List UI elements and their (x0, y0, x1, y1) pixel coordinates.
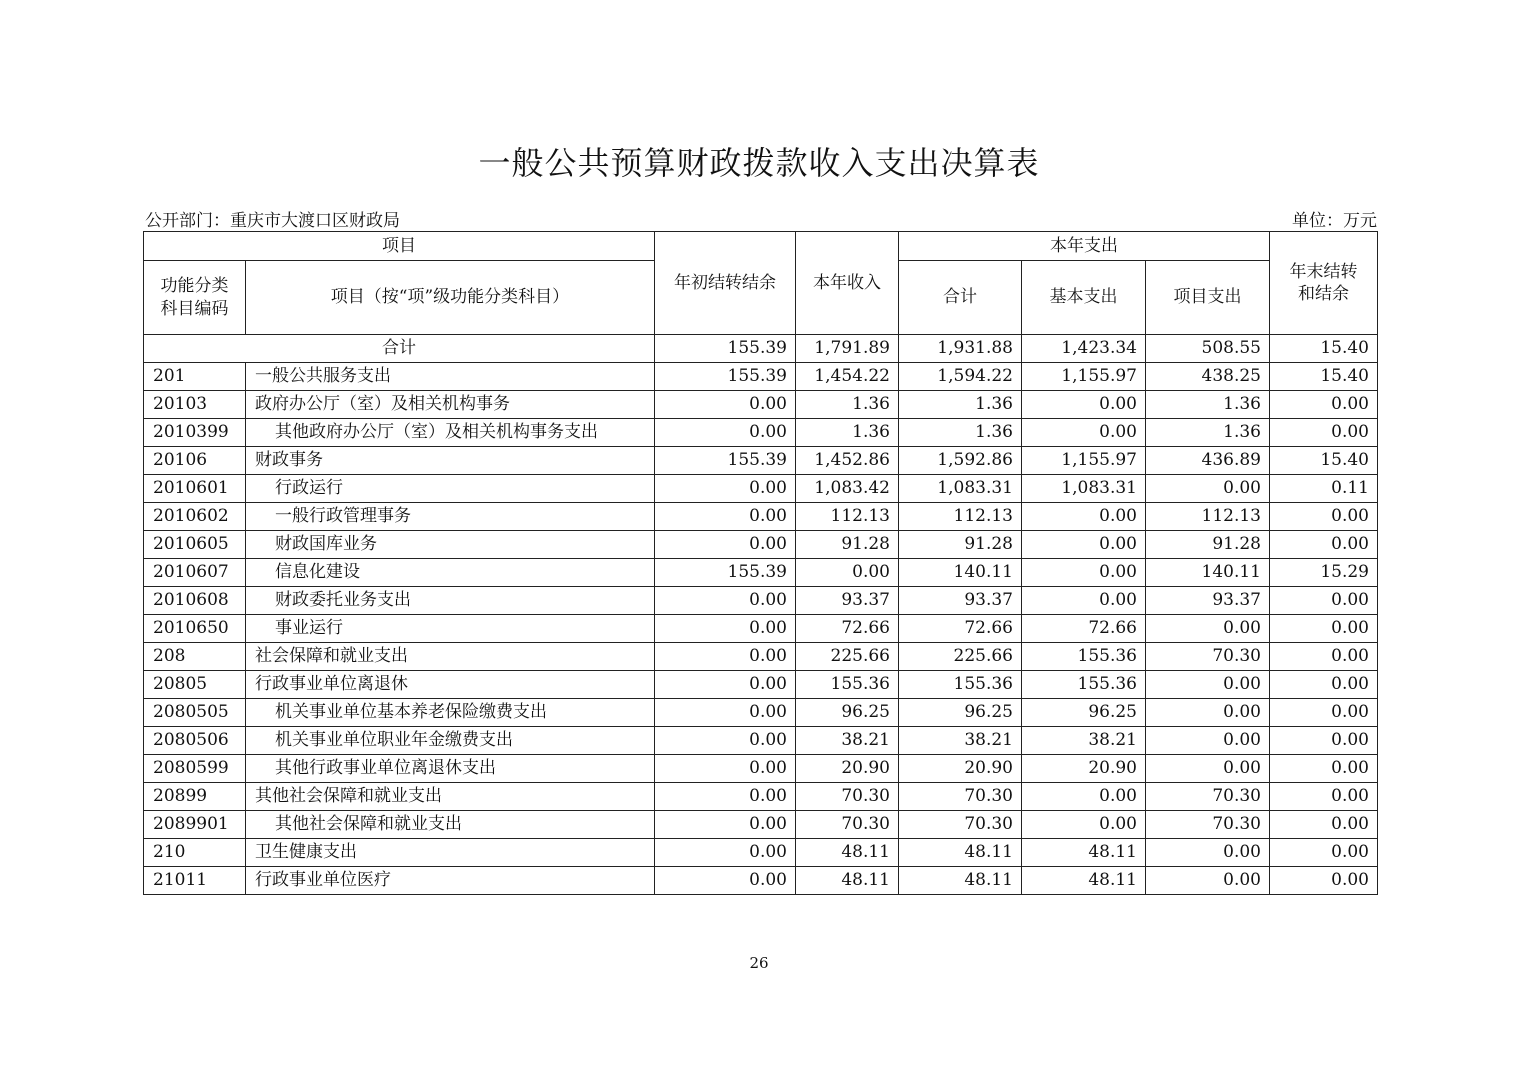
row-code: 210 (144, 839, 246, 867)
row-name: 财政委托业务支出 (246, 587, 655, 615)
row-closing: 0.00 (1270, 671, 1378, 699)
total-opening: 155.39 (655, 335, 796, 363)
row-expense-total: 38.21 (899, 727, 1022, 755)
table-row (144, 475, 1378, 503)
header-opening: 年初结转结余 (655, 232, 796, 335)
row-code: 2010650 (144, 615, 246, 643)
row-expense-total: 1,594.22 (899, 363, 1022, 391)
table-row (144, 531, 1378, 559)
row-opening: 0.00 (655, 671, 796, 699)
row-name: 财政国库业务 (246, 531, 655, 559)
row-expense-project: 1.36 (1146, 391, 1270, 419)
row-expense-project: 0.00 (1146, 839, 1270, 867)
row-income: 1,452.86 (796, 447, 899, 475)
table-row (144, 867, 1378, 895)
row-expense-basic: 0.00 (1022, 559, 1146, 587)
row-expense-basic: 0.00 (1022, 419, 1146, 447)
row-closing: 0.00 (1270, 587, 1378, 615)
row-name: 机关事业单位基本养老保险缴费支出 (246, 699, 655, 727)
row-income: 225.66 (796, 643, 899, 671)
row-expense-project: 1.36 (1146, 419, 1270, 447)
row-expense-basic: 0.00 (1022, 587, 1146, 615)
row-closing: 0.00 (1270, 811, 1378, 839)
row-closing: 15.40 (1270, 363, 1378, 391)
row-expense-total: 1,592.86 (899, 447, 1022, 475)
unit-label: 单位：万元 (1292, 211, 1377, 231)
row-opening: 0.00 (655, 755, 796, 783)
row-closing: 0.00 (1270, 531, 1378, 559)
row-expense-project: 0.00 (1146, 755, 1270, 783)
row-opening: 0.00 (655, 475, 796, 503)
row-expense-basic: 1,083.31 (1022, 475, 1146, 503)
row-code: 2080505 (144, 699, 246, 727)
row-expense-project: 70.30 (1146, 643, 1270, 671)
row-name: 一般行政管理事务 (246, 503, 655, 531)
row-expense-project: 0.00 (1146, 671, 1270, 699)
row-code: 21011 (144, 867, 246, 895)
row-code: 20103 (144, 391, 246, 419)
row-expense-basic: 38.21 (1022, 727, 1146, 755)
row-expense-total: 1.36 (899, 391, 1022, 419)
row-expense-project: 436.89 (1146, 447, 1270, 475)
total-basic: 1,423.34 (1022, 335, 1146, 363)
table-row (144, 559, 1378, 587)
row-expense-basic: 0.00 (1022, 783, 1146, 811)
budget-table (143, 231, 1378, 895)
row-opening: 0.00 (655, 783, 796, 811)
row-opening: 0.00 (655, 419, 796, 447)
row-income: 70.30 (796, 783, 899, 811)
row-closing: 0.00 (1270, 699, 1378, 727)
row-opening: 0.00 (655, 643, 796, 671)
department-label: 公开部门：重庆市大渡口区财政局 (145, 211, 400, 231)
row-expense-total: 225.66 (899, 643, 1022, 671)
row-opening: 0.00 (655, 391, 796, 419)
row-code: 2010608 (144, 587, 246, 615)
table-row (144, 671, 1378, 699)
row-income: 96.25 (796, 699, 899, 727)
row-closing: 0.00 (1270, 839, 1378, 867)
row-code: 2010601 (144, 475, 246, 503)
row-opening: 155.39 (655, 559, 796, 587)
row-expense-project: 91.28 (1146, 531, 1270, 559)
row-income: 48.11 (796, 839, 899, 867)
table-row (144, 587, 1378, 615)
row-closing: 0.00 (1270, 503, 1378, 531)
table-row (144, 419, 1378, 447)
row-expense-total: 48.11 (899, 839, 1022, 867)
row-expense-total: 48.11 (899, 867, 1022, 895)
row-expense-project: 70.30 (1146, 783, 1270, 811)
header-closing: 年末结转和结余 (1270, 232, 1378, 335)
row-expense-basic: 48.11 (1022, 839, 1146, 867)
row-opening: 0.00 (655, 531, 796, 559)
table-row (144, 363, 1378, 391)
row-code: 20805 (144, 671, 246, 699)
row-closing: 0.00 (1270, 643, 1378, 671)
row-income: 72.66 (796, 615, 899, 643)
header-name: 项目（按“项”级功能分类科目） (246, 261, 655, 335)
row-closing: 0.00 (1270, 783, 1378, 811)
row-code: 2089901 (144, 811, 246, 839)
row-opening: 0.00 (655, 727, 796, 755)
row-closing: 0.00 (1270, 867, 1378, 895)
row-expense-basic: 0.00 (1022, 503, 1146, 531)
row-code: 2080506 (144, 727, 246, 755)
table-row (144, 755, 1378, 783)
row-closing: 0.00 (1270, 391, 1378, 419)
row-expense-total: 91.28 (899, 531, 1022, 559)
row-expense-project: 0.00 (1146, 727, 1270, 755)
header-expense-total: 合计 (899, 261, 1022, 335)
row-opening: 0.00 (655, 615, 796, 643)
row-name: 卫生健康支出 (246, 839, 655, 867)
row-expense-basic: 0.00 (1022, 531, 1146, 559)
row-closing: 15.40 (1270, 447, 1378, 475)
row-opening: 0.00 (655, 811, 796, 839)
row-opening: 0.00 (655, 503, 796, 531)
total-expense: 1,931.88 (899, 335, 1022, 363)
table-row (144, 615, 1378, 643)
row-name: 行政运行 (246, 475, 655, 503)
row-income: 1,454.22 (796, 363, 899, 391)
row-expense-project: 70.30 (1146, 811, 1270, 839)
row-expense-project: 0.00 (1146, 475, 1270, 503)
row-expense-basic: 1,155.97 (1022, 447, 1146, 475)
row-expense-basic: 155.36 (1022, 671, 1146, 699)
row-closing: 0.00 (1270, 727, 1378, 755)
total-closing: 15.40 (1270, 335, 1378, 363)
row-expense-total: 72.66 (899, 615, 1022, 643)
row-expense-project: 438.25 (1146, 363, 1270, 391)
row-income: 20.90 (796, 755, 899, 783)
row-name: 其他政府办公厅（室）及相关机构事务支出 (246, 419, 655, 447)
row-name: 其他行政事业单位离退休支出 (246, 755, 655, 783)
row-expense-basic: 0.00 (1022, 391, 1146, 419)
row-code: 2010602 (144, 503, 246, 531)
header-expense-project: 项目支出 (1146, 261, 1270, 335)
row-expense-total: 70.30 (899, 811, 1022, 839)
row-code: 208 (144, 643, 246, 671)
table-row (144, 811, 1378, 839)
row-income: 38.21 (796, 727, 899, 755)
page-number: 26 (749, 954, 769, 972)
row-opening: 155.39 (655, 363, 796, 391)
row-expense-total: 112.13 (899, 503, 1022, 531)
row-name: 行政事业单位离退休 (246, 671, 655, 699)
row-name: 事业运行 (246, 615, 655, 643)
row-opening: 0.00 (655, 587, 796, 615)
row-expense-project: 0.00 (1146, 867, 1270, 895)
total-label: 合计 (144, 335, 655, 363)
row-expense-basic: 20.90 (1022, 755, 1146, 783)
row-closing: 0.00 (1270, 755, 1378, 783)
row-expense-project: 0.00 (1146, 615, 1270, 643)
row-expense-total: 155.36 (899, 671, 1022, 699)
table-row (144, 839, 1378, 867)
row-income: 91.28 (796, 531, 899, 559)
row-name: 社会保障和就业支出 (246, 643, 655, 671)
row-income: 1,083.42 (796, 475, 899, 503)
row-opening: 0.00 (655, 839, 796, 867)
row-expense-basic: 155.36 (1022, 643, 1146, 671)
row-income: 70.30 (796, 811, 899, 839)
row-opening: 0.00 (655, 867, 796, 895)
row-income: 112.13 (796, 503, 899, 531)
row-expense-total: 1,083.31 (899, 475, 1022, 503)
row-expense-project: 112.13 (1146, 503, 1270, 531)
row-name: 信息化建设 (246, 559, 655, 587)
header-income: 本年收入 (796, 232, 899, 335)
row-code: 2010607 (144, 559, 246, 587)
row-expense-basic: 0.00 (1022, 811, 1146, 839)
row-name: 财政事务 (246, 447, 655, 475)
row-code: 20899 (144, 783, 246, 811)
table-row (144, 447, 1378, 475)
row-code: 20106 (144, 447, 246, 475)
row-opening: 0.00 (655, 699, 796, 727)
table-row (144, 391, 1378, 419)
row-code: 2080599 (144, 755, 246, 783)
row-expense-basic: 1,155.97 (1022, 363, 1146, 391)
header-code: 功能分类科目编码 (144, 261, 246, 335)
total-income: 1,791.89 (796, 335, 899, 363)
row-code: 2010399 (144, 419, 246, 447)
row-expense-project: 0.00 (1146, 699, 1270, 727)
row-income: 48.11 (796, 867, 899, 895)
table-row (144, 783, 1378, 811)
row-expense-total: 70.30 (899, 783, 1022, 811)
row-expense-total: 1.36 (899, 419, 1022, 447)
row-expense-basic: 48.11 (1022, 867, 1146, 895)
row-expense-total: 93.37 (899, 587, 1022, 615)
row-code: 201 (144, 363, 246, 391)
header-expense-basic: 基本支出 (1022, 261, 1146, 335)
table-row (144, 699, 1378, 727)
row-name: 其他社会保障和就业支出 (246, 783, 655, 811)
table-row (144, 503, 1378, 531)
row-income: 1.36 (796, 391, 899, 419)
total-row (144, 335, 1378, 363)
total-project: 508.55 (1146, 335, 1270, 363)
row-closing: 0.00 (1270, 615, 1378, 643)
row-income: 0.00 (796, 559, 899, 587)
row-expense-total: 20.90 (899, 755, 1022, 783)
table-row (144, 727, 1378, 755)
table-row (144, 643, 1378, 671)
row-income: 93.37 (796, 587, 899, 615)
row-closing: 0.00 (1270, 419, 1378, 447)
row-expense-total: 96.25 (899, 699, 1022, 727)
row-expense-basic: 72.66 (1022, 615, 1146, 643)
row-income: 155.36 (796, 671, 899, 699)
row-closing: 0.11 (1270, 475, 1378, 503)
row-income: 1.36 (796, 419, 899, 447)
header-item: 项目 (144, 232, 655, 261)
row-name: 机关事业单位职业年金缴费支出 (246, 727, 655, 755)
row-name: 行政事业单位医疗 (246, 867, 655, 895)
row-code: 2010605 (144, 531, 246, 559)
row-expense-basic: 96.25 (1022, 699, 1146, 727)
row-expense-project: 140.11 (1146, 559, 1270, 587)
row-name: 其他社会保障和就业支出 (246, 811, 655, 839)
row-closing: 15.29 (1270, 559, 1378, 587)
header-expense-group: 本年支出 (899, 232, 1270, 261)
row-expense-project: 93.37 (1146, 587, 1270, 615)
row-name: 政府办公厅（室）及相关机构事务 (246, 391, 655, 419)
row-expense-total: 140.11 (899, 559, 1022, 587)
page-title: 一般公共预算财政拨款收入支出决算表 (478, 144, 1040, 182)
row-name: 一般公共服务支出 (246, 363, 655, 391)
row-opening: 155.39 (655, 447, 796, 475)
